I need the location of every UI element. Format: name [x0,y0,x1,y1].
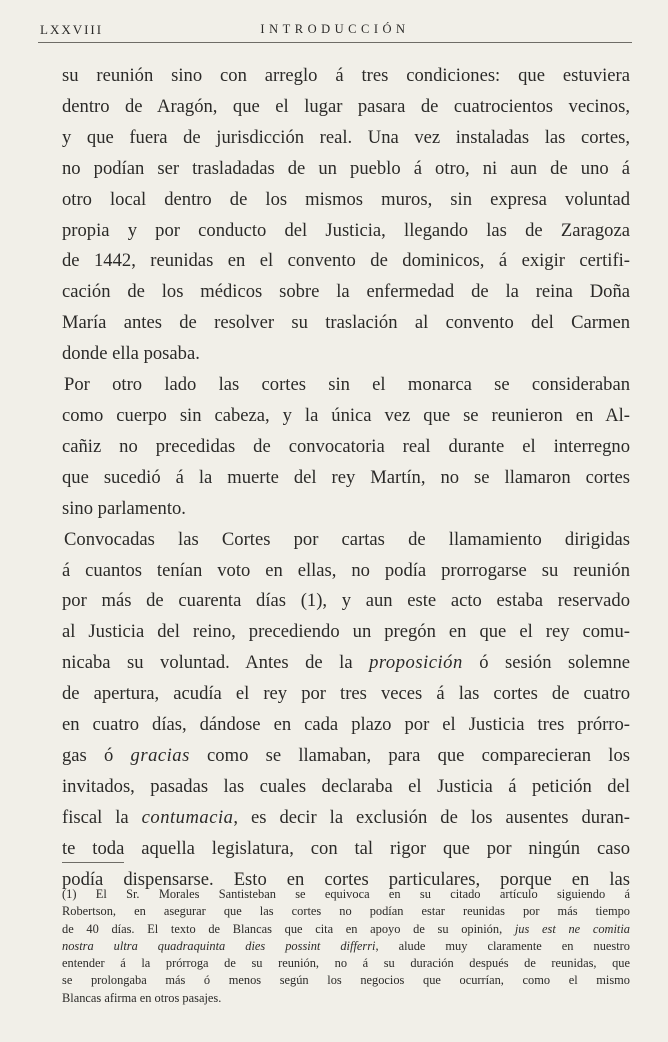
text-line: dentro de Aragón, que el lugar pasara de cuatrocientos vecinos, [62,95,630,117]
paragraph-1 [62,61,630,370]
text-run: fiscal la [62,806,142,828]
italic-term-gracias: gracias [130,744,190,766]
footnote-line: Robertson, en asegurar que las cortes no podían estar reunidas por más tiempo [62,904,630,919]
footnote-line [62,938,630,955]
latin-quote: nostra ultra quadraquinta dies possint differri [62,938,376,953]
text-line: como cuerpo sin cabeza, y la única vez que se reunieron en Al- [62,404,630,426]
text-line: que sucedió á la muerte del rey Martín, no se llamaron cortes [62,466,630,488]
text-line: María antes de resolver su traslación al convento del Carmen [62,312,630,334]
footnote-line: se prolongaba más ó menos según los negocios que ocurrían, como el mismo [62,973,630,988]
text-line: cación de los médicos sobre la enfermedad de la reina Doña [62,281,630,303]
text-line: de apertura, acudía el rey por tres veces á las cortes de cuatro [62,683,630,705]
text-line: en cuatro días, dándose en cada plazo por el Justicia tres prórro- [62,714,630,736]
page-header [38,20,632,43]
text-run: ó sesión solemne [462,652,630,674]
text-line [62,803,630,834]
text-line [62,648,630,679]
text-line: cañiz no precedidas de convocatoria real durante el interregno [62,435,630,457]
text-line: sino parlamento. [62,497,186,519]
footnote-divider [62,862,124,863]
folio-number: LXXVIII [40,22,104,37]
main-text [62,61,630,895]
footnote [62,886,630,1007]
text-line: de 1442, reunidas en el convento de dominicos, á exigir certifi- [62,250,630,272]
italic-term-proposicion: proposición [369,652,463,674]
footnote-line: entender á la prórroga de su reunión, no á su duración después de reunidas, que [62,956,630,971]
text-line-content: Por otro lado las cortes sin el monarca se consideraban [64,374,630,396]
text-run: de 40 días. El texto de Blancas que cita en apoyo de su opinión, [62,921,515,936]
text-line: propia y por conducto del Justicia, llegando las de Zaragoza [62,219,630,241]
text-line: podía dispensarse. Esto en cortes particulares, porque en las [62,868,630,890]
text-run: , alude muy claramente en nuestro [375,938,630,953]
text-run: como se llamaban, para que comparecieran los [189,744,630,766]
footnote-line: (1) El Sr. Morales Santisteban se equivoca en su citado artículo siguiendo á [62,887,630,901]
text-line [62,370,630,401]
text-line: te toda aquella legislatura, con tal rigor que por ningún caso [62,837,630,859]
text-line: y que fuera de jurisdicción real. Una vez instaladas las cortes, [62,126,630,148]
text-line: invitados, pasadas las cuales declaraba el Justicia á petición del [62,775,630,797]
text-line: por más de cuarenta días (1), y aun este acto estaba reservado [62,590,630,612]
paragraph-2 [62,370,630,525]
text-line: al Justicia del reino, precediendo un pregón en que el rey comu- [62,621,630,643]
text-line: á cuantos tenían voto en ellas, no podía prorrogarse su reunión [62,559,630,581]
italic-term-contumacia: contumacia [141,806,234,828]
text-run: gas ó [62,744,131,766]
text-run: , es decir la exclusión de los ausentes duran- [233,806,630,828]
paragraph-3 [62,525,630,896]
text-line: su reunión sino con arreglo á tres condiciones: que estuviera [62,65,630,86]
text-line [62,741,630,772]
text-line: donde ella posaba. [62,343,200,365]
text-line: otro local dentro de los mismos muros, sin expresa voluntad [62,188,630,210]
latin-quote: jus est ne comitia [514,921,630,936]
text-line: no podían ser trasladadas de un pueblo á otro, ni aun de uno á [62,157,630,179]
text-line: Convocadas las Cortes por cartas de llamamiento dirigidas [64,528,630,550]
running-title: INTRODUCCIÓN [260,22,410,36]
footnote-line [62,921,630,938]
text-run: nicaba su voluntad. Antes de la [62,652,370,674]
footnote-line: Blancas afirma en otros pasajes. [62,990,222,1005]
